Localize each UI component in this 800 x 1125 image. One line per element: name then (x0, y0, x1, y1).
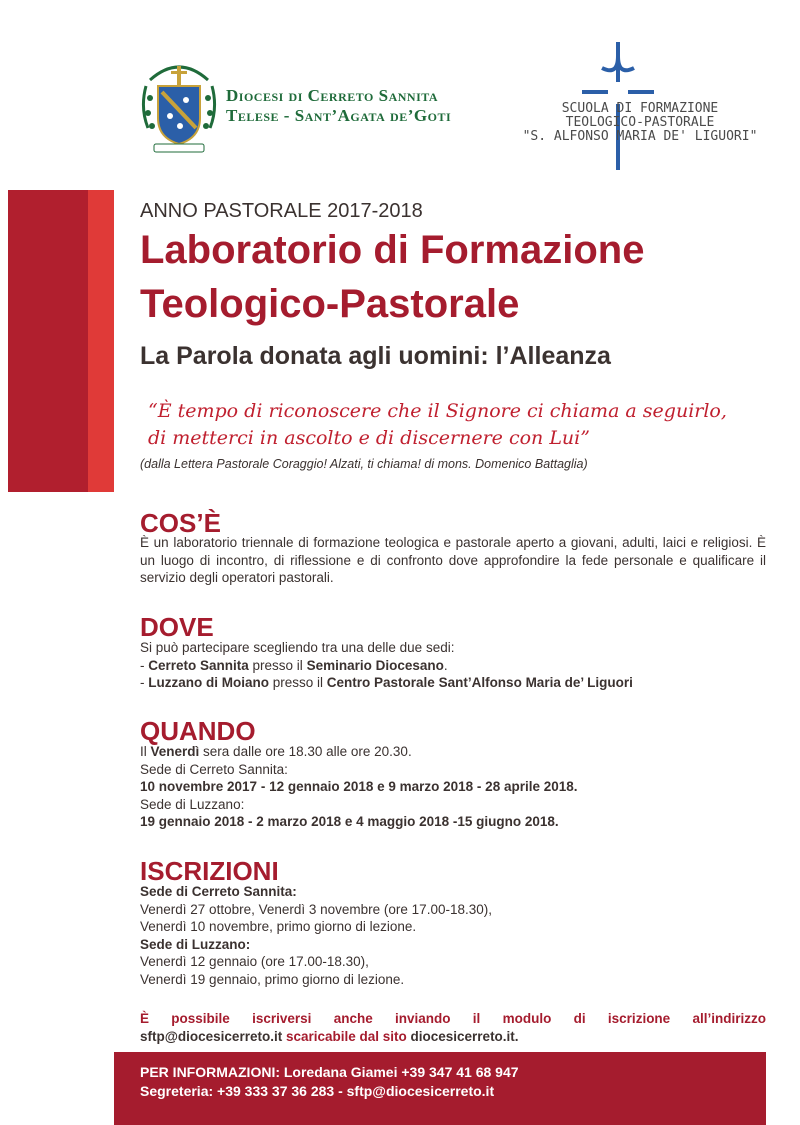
quando-luzzano-label: Sede di Luzzano: (140, 796, 245, 812)
section-heading-quando: QUANDO (140, 716, 256, 746)
iscrizioni-cerreto-label: Sede di Cerreto Sannita: (140, 884, 297, 899)
page-subtitle: La Parola donata agli uomini: l’Alleanza (140, 342, 611, 370)
section-heading-dove: DOVE (140, 612, 214, 642)
iscrizioni-note-links: sftp@diocesicerreto.it scaricabile dal sito diocesicerreto.it. (140, 1029, 519, 1044)
diocese-name-line2: Telese - Sant’Agata de’Goti (226, 106, 452, 125)
iscrizioni-note (140, 1010, 766, 1028)
page-title-line1: Laboratorio di Formazione (140, 228, 645, 272)
school-name-line2: TEOLOGICO-PASTORALE (565, 115, 715, 130)
section-text-dove (140, 639, 766, 692)
red-band-light (88, 190, 114, 492)
pastoral-quote (148, 398, 788, 452)
iscrizioni-luzzano-line2: Venerdì 19 gennaio, primo giorno di lezione. (140, 971, 405, 987)
page-title-line2: Teologico-Pastorale (140, 282, 520, 326)
iscrizioni-email-link[interactable]: sftp@diocesicerreto.it (140, 1029, 283, 1044)
footer-segreteria-line: Segreteria: +39 333 37 36 283 - sftp@diocesicerreto.it (140, 1083, 495, 1099)
section-text-quando (140, 743, 766, 831)
iscrizioni-cerreto-line2: Venerdì 10 novembre, primo giorno di lezione. (140, 919, 417, 934)
iscrizioni-note-text: È possibile iscriversi anche inviando il modulo di iscrizione all’indirizzo (140, 1011, 766, 1026)
quote-line2: di metterci in ascolto e di discernere con Lui” (148, 427, 590, 449)
diocese-crest-icon (140, 58, 218, 158)
pastoral-year: ANNO PASTORALE 2017-2018 (140, 200, 423, 222)
section-heading-iscrizioni: ISCRIZIONI (140, 856, 279, 886)
dove-sede2: - Luzzano di Moiano presso il Centro Pastorale Sant’Alfonso Maria de’ Liguori (140, 675, 633, 690)
school-name-line1: SCUOLA DI FORMAZIONE (561, 101, 719, 116)
dove-sede1: - Cerreto Sannita presso il Seminario Diocesano. (140, 657, 448, 673)
iscrizioni-site-link[interactable]: diocesicerreto.it. (410, 1029, 519, 1044)
quando-luzzano-dates: 19 gennaio 2018 - 2 marzo 2018 e 4 maggio 2018 -15 giugno 2018. (140, 814, 559, 829)
section-heading-cosa: COS’È (140, 508, 221, 538)
quando-time: Il Venerdì sera dalle ore 18.30 alle ore 20.30. (140, 744, 412, 759)
dove-intro: Si può partecipare scegliendo tra una delle due sedi: (140, 640, 455, 655)
school-name (515, 102, 765, 144)
section-text-cosa: È un laboratorio triennale di formazione teologica e pastorale aperto a giovani, adulti, laici e religiosi. È un luogo di incontro, di riflessione e di confronto dove approfondire la fede personale e qualificare il servizio degli operatori pastorali. (140, 535, 766, 585)
school-name-line3: "S. ALFONSO MARIA DE' LIGUORI" (522, 129, 758, 144)
quando-cerreto-dates: 10 novembre 2017 - 12 gennaio 2018 e 9 marzo 2018 - 28 aprile 2018. (140, 779, 578, 794)
iscrizioni-luzzano-label: Sede di Luzzano: (140, 936, 251, 952)
section-text-iscrizioni (140, 883, 766, 988)
iscrizioni-luzzano-line1: Venerdì 12 gennaio (ore 17.00-18.30), (140, 954, 369, 969)
footer-info-line: PER INFORMAZIONI: Loredana Giamei +39 347 41 68 947 (140, 1064, 519, 1080)
red-band-dark (8, 190, 88, 492)
quote-line1: “È tempo di riconoscere che il Signore ci chiama a seguirlo, (148, 400, 727, 422)
iscrizioni-cerreto-line1: Venerdì 27 ottobre, Venerdì 3 novembre (ore 17.00-18.30), (140, 901, 492, 917)
quote-source: (dalla Lettera Pastorale Coraggio! Alzati, ti chiama! di mons. Domenico Battaglia) (140, 457, 588, 471)
diocese-name-line1: Diocesi di Cerreto Sannita (226, 86, 439, 105)
info-footer (114, 1052, 766, 1125)
quando-cerreto-label: Sede di Cerreto Sannita: (140, 761, 288, 777)
